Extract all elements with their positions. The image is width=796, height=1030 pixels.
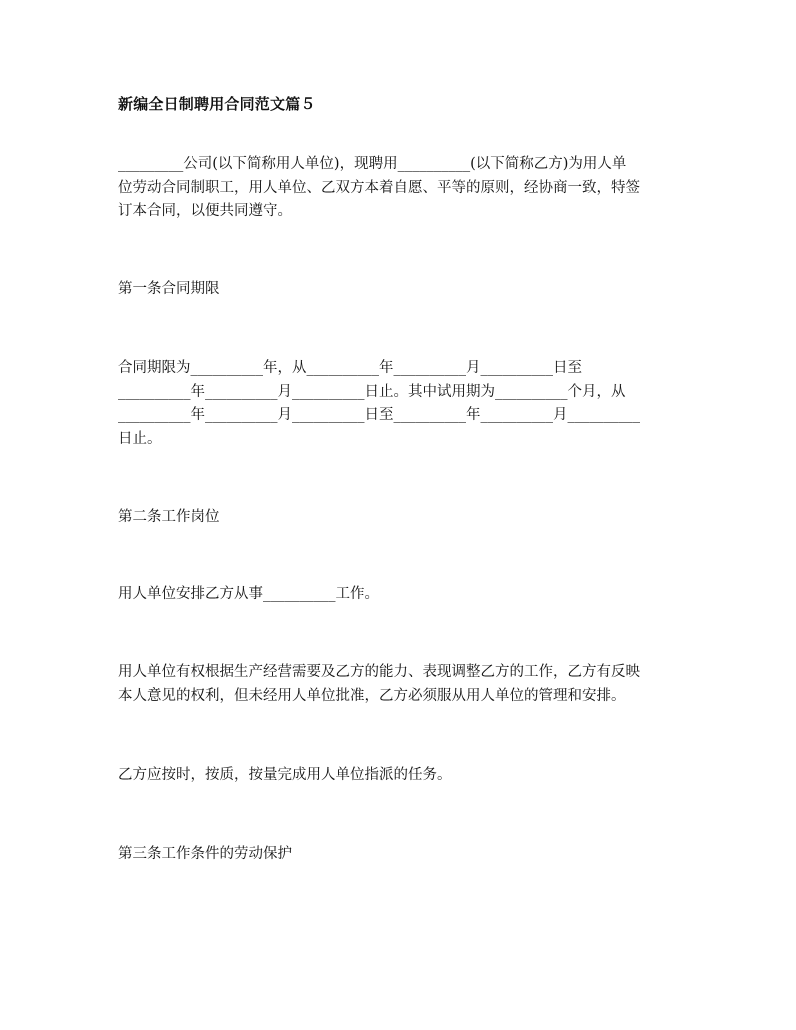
text-line: 本人意见的权利，但未经用人单位批准，乙方必须服从用人单位的管理和安排。 <box>118 687 626 704</box>
text-line: 用人单位安排乙方从事__________工作。 <box>118 586 379 602</box>
text-line: 订本合同，以便共同遵守。 <box>118 203 292 219</box>
heading-line: 第二条工作岗位 <box>118 509 220 525</box>
text-line: __________年__________月__________日至__________年__________月__________ <box>118 407 640 423</box>
section-heading-post <box>118 506 684 530</box>
text-line: 乙方应按时，按质，按量完成用人单位指派的任务。 <box>118 767 452 783</box>
intro-paragraph <box>118 153 684 224</box>
text-line: 位劳动合同制职工，用人单位、乙双方本着自愿、平等的原则，经协商一致，特签 <box>118 179 640 196</box>
section-heading-term <box>118 278 684 302</box>
heading-line: 第三条工作条件的劳动保护 <box>118 846 292 862</box>
term-paragraph <box>118 357 684 451</box>
text-line: 日止。 <box>118 430 162 447</box>
adjust-paragraph <box>118 661 684 708</box>
text-line: 合同期限为__________年，从__________年__________月__________日至 <box>118 360 582 376</box>
section-heading-conditions <box>118 843 684 867</box>
task-paragraph <box>118 764 684 788</box>
text-line: __________年__________月__________日止。其中试用期为__________个月，从 <box>118 383 626 400</box>
heading-line: 第一条合同期限 <box>118 281 220 297</box>
document-title: 新编全日制聘用合同范文篇５ <box>118 95 316 113</box>
text-line: _________公司(以下简称用人单位)，现聘用__________(以下简称乙方)为用人单 <box>118 156 627 172</box>
text-line: 用人单位有权根据生产经营需要及乙方的能力、表现调整乙方的工作，乙方有反映 <box>118 664 640 680</box>
post-paragraph <box>118 583 684 607</box>
